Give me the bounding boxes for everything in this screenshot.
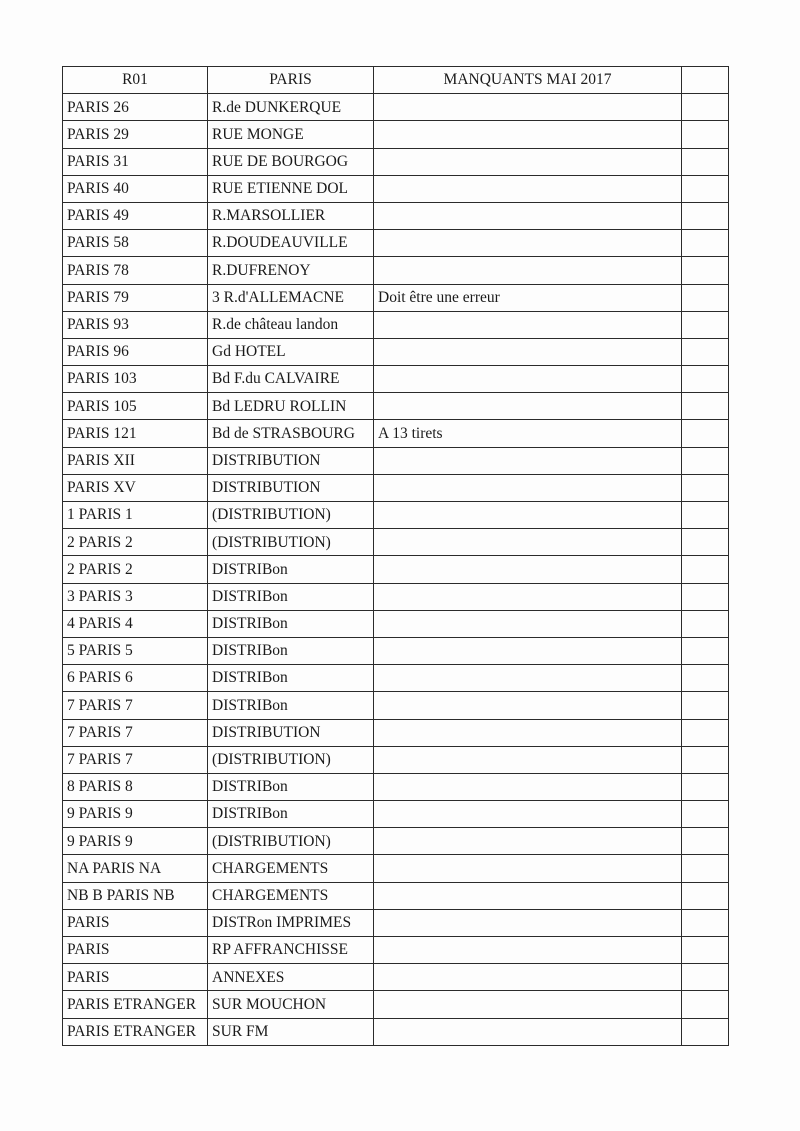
cell-note [374, 474, 682, 501]
cell-location: SUR FM [208, 1018, 374, 1045]
table-row [63, 366, 729, 393]
cell-blank [682, 338, 729, 365]
cell-code: 2 PARIS 2 [63, 556, 208, 583]
cell-blank [682, 556, 729, 583]
table-row [63, 937, 729, 964]
table-row [63, 420, 729, 447]
table-row [63, 692, 729, 719]
cell-note [374, 909, 682, 936]
cell-note [374, 855, 682, 882]
cell-note [374, 121, 682, 148]
cell-code: PARIS 96 [63, 338, 208, 365]
cell-code: PARIS ETRANGER [63, 991, 208, 1018]
cell-blank [682, 502, 729, 529]
cell-note [374, 937, 682, 964]
cell-code: 2 PARIS 2 [63, 529, 208, 556]
cell-blank [682, 746, 729, 773]
cell-blank [682, 366, 729, 393]
cell-location: R.de château landon [208, 311, 374, 338]
cell-note [374, 882, 682, 909]
cell-code: 7 PARIS 7 [63, 692, 208, 719]
cell-blank [682, 420, 729, 447]
table-row [63, 719, 729, 746]
cell-note [374, 719, 682, 746]
cell-code: PARIS XV [63, 474, 208, 501]
cell-note [374, 257, 682, 284]
table-row [63, 637, 729, 664]
cell-blank [682, 311, 729, 338]
cell-note [374, 94, 682, 121]
cell-blank [682, 828, 729, 855]
cell-location: DISTRIBon [208, 556, 374, 583]
cell-blank [682, 94, 729, 121]
table-row [63, 502, 729, 529]
cell-note [374, 964, 682, 991]
cell-code: PARIS XII [63, 447, 208, 474]
cell-code: PARIS 49 [63, 202, 208, 229]
table-row [63, 284, 729, 311]
cell-location: SUR MOUCHON [208, 991, 374, 1018]
cell-blank [682, 610, 729, 637]
cell-blank [682, 447, 729, 474]
cell-note [374, 230, 682, 257]
table-row [63, 311, 729, 338]
cell-code: PARIS 121 [63, 420, 208, 447]
cell-blank [682, 202, 729, 229]
cell-note [374, 828, 682, 855]
header-r01: R01 [63, 67, 208, 94]
cell-note [374, 202, 682, 229]
cell-blank [682, 801, 729, 828]
table-row [63, 909, 729, 936]
cell-location: 3 R.d'ALLEMACNE [208, 284, 374, 311]
cell-note: A 13 tirets [374, 420, 682, 447]
cell-blank [682, 474, 729, 501]
cell-code: PARIS 26 [63, 94, 208, 121]
table-row [63, 529, 729, 556]
cell-note [374, 637, 682, 664]
cell-code: 6 PARIS 6 [63, 665, 208, 692]
table-row [63, 447, 729, 474]
cell-code: PARIS 105 [63, 393, 208, 420]
cell-code: 9 PARIS 9 [63, 801, 208, 828]
cell-code: PARIS 31 [63, 148, 208, 175]
header-row [63, 67, 729, 94]
table-row [63, 474, 729, 501]
table-row [63, 338, 729, 365]
cell-blank [682, 882, 729, 909]
cell-location: Gd HOTEL [208, 338, 374, 365]
cell-code: PARIS ETRANGER [63, 1018, 208, 1045]
cell-note [374, 529, 682, 556]
cell-blank [682, 909, 729, 936]
cell-location: RUE MONGE [208, 121, 374, 148]
cell-location: RUE DE BOURGOG [208, 148, 374, 175]
cell-code: PARIS [63, 937, 208, 964]
table-row [63, 746, 729, 773]
header-blank [682, 67, 729, 94]
cell-note [374, 366, 682, 393]
table-row [63, 964, 729, 991]
table-row [63, 121, 729, 148]
cell-location: CHARGEMENTS [208, 882, 374, 909]
cell-code: 1 PARIS 1 [63, 502, 208, 529]
cell-code: 5 PARIS 5 [63, 637, 208, 664]
cell-blank [682, 284, 729, 311]
cell-blank [682, 148, 729, 175]
cell-blank [682, 692, 729, 719]
table-row [63, 1018, 729, 1045]
cell-code: PARIS 78 [63, 257, 208, 284]
cell-blank [682, 121, 729, 148]
cell-code: NB B PARIS NB [63, 882, 208, 909]
cell-location: RUE ETIENNE DOL [208, 175, 374, 202]
table-row [63, 393, 729, 420]
cell-blank [682, 393, 729, 420]
cell-location: Bd F.du CALVAIRE [208, 366, 374, 393]
cell-location: DISTRIBon [208, 610, 374, 637]
cell-note [374, 148, 682, 175]
cell-blank [682, 855, 729, 882]
cell-blank [682, 964, 729, 991]
cell-code: 3 PARIS 3 [63, 583, 208, 610]
cell-location: DISTRIBon [208, 637, 374, 664]
cell-blank [682, 665, 729, 692]
table-row [63, 583, 729, 610]
cell-code: PARIS 40 [63, 175, 208, 202]
cell-location: DISTRIBon [208, 692, 374, 719]
cell-blank [682, 529, 729, 556]
cell-code: 4 PARIS 4 [63, 610, 208, 637]
cell-note [374, 665, 682, 692]
cell-location: DISTRIBon [208, 773, 374, 800]
cell-code: PARIS 58 [63, 230, 208, 257]
cell-blank [682, 637, 729, 664]
table-body [63, 94, 729, 1046]
table-row [63, 175, 729, 202]
cell-blank [682, 1018, 729, 1045]
table-row [63, 202, 729, 229]
cell-location: DISTRon IMPRIMES [208, 909, 374, 936]
cell-location: (DISTRIBUTION) [208, 746, 374, 773]
cell-code: 8 PARIS 8 [63, 773, 208, 800]
cell-code: PARIS 79 [63, 284, 208, 311]
cell-note [374, 583, 682, 610]
cell-location: DISTRIBon [208, 665, 374, 692]
cell-code: PARIS [63, 964, 208, 991]
table-row [63, 665, 729, 692]
cell-code: NA PARIS NA [63, 855, 208, 882]
missing-items-table [62, 66, 729, 1046]
cell-code: PARIS 29 [63, 121, 208, 148]
cell-code: 9 PARIS 9 [63, 828, 208, 855]
cell-location: R.MARSOLLIER [208, 202, 374, 229]
cell-note [374, 1018, 682, 1045]
cell-note [374, 502, 682, 529]
cell-location: DISTRIBon [208, 583, 374, 610]
cell-blank [682, 719, 729, 746]
cell-location: R.DOUDEAUVILLE [208, 230, 374, 257]
cell-note [374, 447, 682, 474]
cell-location: ANNEXES [208, 964, 374, 991]
cell-note [374, 801, 682, 828]
cell-blank [682, 175, 729, 202]
cell-note [374, 610, 682, 637]
cell-location: DISTRIBon [208, 801, 374, 828]
table-row [63, 855, 729, 882]
cell-location: CHARGEMENTS [208, 855, 374, 882]
cell-note [374, 175, 682, 202]
cell-code: 7 PARIS 7 [63, 719, 208, 746]
cell-location: (DISTRIBUTION) [208, 828, 374, 855]
cell-location: R.de DUNKERQUE [208, 94, 374, 121]
cell-note [374, 991, 682, 1018]
cell-blank [682, 583, 729, 610]
table-row [63, 610, 729, 637]
header-manquants: MANQUANTS MAI 2017 [374, 67, 682, 94]
table-row [63, 148, 729, 175]
table-row [63, 556, 729, 583]
cell-location: DISTRIBUTION [208, 447, 374, 474]
cell-code: PARIS 93 [63, 311, 208, 338]
table-row [63, 801, 729, 828]
header-paris: PARIS [208, 67, 374, 94]
table-row [63, 828, 729, 855]
cell-note [374, 773, 682, 800]
cell-location: (DISTRIBUTION) [208, 502, 374, 529]
cell-blank [682, 937, 729, 964]
table-row [63, 94, 729, 121]
cell-blank [682, 257, 729, 284]
cell-location: R.DUFRENOY [208, 257, 374, 284]
cell-note: Doit être une erreur [374, 284, 682, 311]
table-row [63, 230, 729, 257]
cell-blank [682, 230, 729, 257]
table-row [63, 882, 729, 909]
cell-location: RP AFFRANCHISSE [208, 937, 374, 964]
cell-blank [682, 991, 729, 1018]
cell-code: 7 PARIS 7 [63, 746, 208, 773]
cell-code: PARIS [63, 909, 208, 936]
cell-code: PARIS 103 [63, 366, 208, 393]
cell-location: Bd de STRASBOURG [208, 420, 374, 447]
table-row [63, 991, 729, 1018]
cell-note [374, 556, 682, 583]
table-header [63, 67, 729, 94]
cell-location: DISTRIBUTION [208, 474, 374, 501]
cell-note [374, 393, 682, 420]
cell-note [374, 338, 682, 365]
cell-blank [682, 773, 729, 800]
cell-note [374, 692, 682, 719]
cell-note [374, 746, 682, 773]
cell-location: Bd LEDRU ROLLIN [208, 393, 374, 420]
table-row [63, 257, 729, 284]
cell-location: (DISTRIBUTION) [208, 529, 374, 556]
cell-note [374, 311, 682, 338]
table-row [63, 773, 729, 800]
cell-location: DISTRIBUTION [208, 719, 374, 746]
